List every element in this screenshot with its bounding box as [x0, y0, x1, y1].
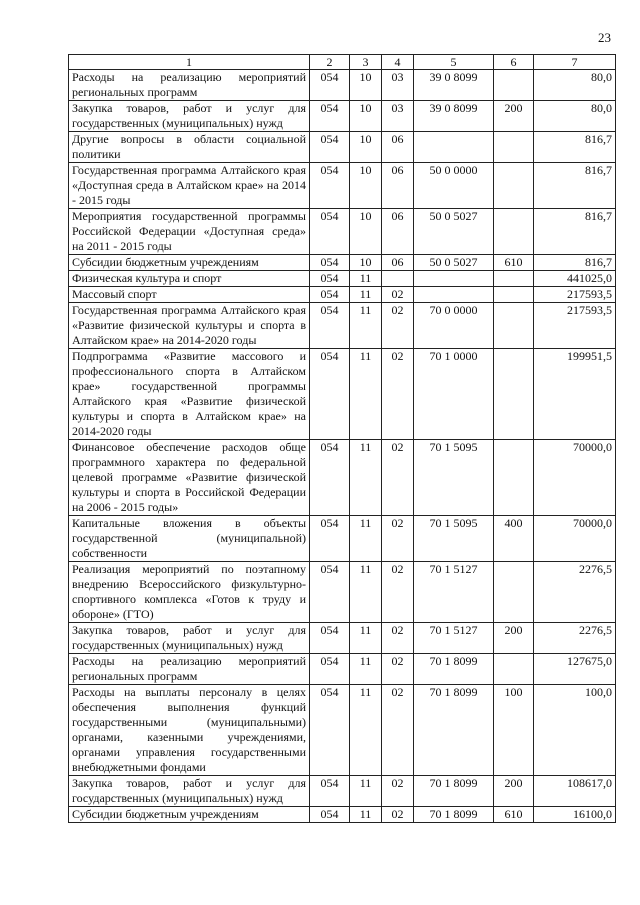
row-csr-cell: [414, 271, 494, 287]
row-ved-cell: 054: [310, 623, 350, 654]
row-rz-cell: 10: [350, 163, 382, 209]
row-ved-cell: 054: [310, 776, 350, 807]
row-rz-cell: 11: [350, 562, 382, 623]
row-name-cell: Мероприятия государственной программы Российской Федерации «Доступная среда» на 2011 - 2015 годы: [69, 209, 310, 255]
row-amount-cell: 2276,5: [534, 623, 616, 654]
row-pr-cell: 02: [382, 654, 414, 685]
row-vr-cell: [494, 562, 534, 623]
column-header-4: 4: [382, 55, 414, 70]
table-row: [69, 623, 616, 654]
row-vr-cell: 200: [494, 776, 534, 807]
row-name-cell: Финансовое обеспечение расходов обще программного характера по федеральной целевой программе «Развитие физической культуры и спорта в Российской Федерации на 2006 - 2015 годы»: [69, 440, 310, 516]
row-vr-cell: [494, 209, 534, 255]
row-vr-cell: 200: [494, 623, 534, 654]
row-pr-cell: 02: [382, 516, 414, 562]
row-csr-cell: [414, 132, 494, 163]
row-ved-cell: 054: [310, 271, 350, 287]
row-rz-cell: 11: [350, 685, 382, 776]
row-ved-cell: 054: [310, 70, 350, 101]
row-pr-cell: 03: [382, 101, 414, 132]
row-csr-cell: 70 1 8099: [414, 807, 494, 823]
row-rz-cell: 11: [350, 349, 382, 440]
row-rz-cell: 11: [350, 654, 382, 685]
row-name-cell: Расходы на реализацию мероприятий региональных программ: [69, 654, 310, 685]
row-name-cell: Подпрограмма «Развитие массового и профессионального спорта в Алтайском крае» государственной программы Алтайского края «Развитие физической культуры и спорта в Алтайском крае» на 2014-2020 годы: [69, 349, 310, 440]
row-pr-cell: 02: [382, 303, 414, 349]
column-header-3: 3: [350, 55, 382, 70]
row-pr-cell: 06: [382, 255, 414, 271]
table-row: [69, 654, 616, 685]
row-name-cell: Государственная программа Алтайского края «Доступная среда в Алтайском крае» на 2014 - 2015 годы: [69, 163, 310, 209]
row-pr-cell: [382, 271, 414, 287]
row-vr-cell: 100: [494, 685, 534, 776]
row-name-cell: Массовый спорт: [69, 287, 310, 303]
row-ved-cell: 054: [310, 209, 350, 255]
row-pr-cell: 02: [382, 440, 414, 516]
row-ved-cell: 054: [310, 807, 350, 823]
row-csr-cell: 70 1 8099: [414, 685, 494, 776]
row-name-cell: Реализация мероприятий по поэтапному внедрению Всероссийского физкультурно-спортивного комплекса «Готов к труду и обороне» (ГТО): [69, 562, 310, 623]
row-vr-cell: [494, 303, 534, 349]
row-csr-cell: 50 0 5027: [414, 255, 494, 271]
row-amount-cell: 70000,0: [534, 516, 616, 562]
row-pr-cell: 02: [382, 776, 414, 807]
row-vr-cell: 610: [494, 255, 534, 271]
table-row: [69, 349, 616, 440]
row-name-cell: Расходы на реализацию мероприятий региональных программ: [69, 70, 310, 101]
row-amount-cell: 16100,0: [534, 807, 616, 823]
row-pr-cell: 06: [382, 132, 414, 163]
row-ved-cell: 054: [310, 303, 350, 349]
row-csr-cell: 70 1 8099: [414, 654, 494, 685]
row-ved-cell: 054: [310, 132, 350, 163]
table-row: [69, 776, 616, 807]
row-amount-cell: 816,7: [534, 255, 616, 271]
row-csr-cell: 70 1 5095: [414, 516, 494, 562]
row-csr-cell: 70 1 5127: [414, 562, 494, 623]
row-amount-cell: 100,0: [534, 685, 616, 776]
row-ved-cell: 054: [310, 654, 350, 685]
row-vr-cell: 200: [494, 101, 534, 132]
row-vr-cell: [494, 654, 534, 685]
row-name-cell: Закупка товаров, работ и услуг для государственных (муниципальных) нужд: [69, 776, 310, 807]
row-ved-cell: 054: [310, 685, 350, 776]
row-vr-cell: [494, 440, 534, 516]
row-pr-cell: 03: [382, 70, 414, 101]
row-rz-cell: 11: [350, 271, 382, 287]
row-name-cell: Субсидии бюджетным учреждениям: [69, 255, 310, 271]
row-name-cell: Другие вопросы в области социальной политики: [69, 132, 310, 163]
row-csr-cell: 70 1 5095: [414, 440, 494, 516]
row-rz-cell: 11: [350, 440, 382, 516]
row-amount-cell: 816,7: [534, 163, 616, 209]
table-row: [69, 287, 616, 303]
row-pr-cell: 02: [382, 349, 414, 440]
row-rz-cell: 11: [350, 623, 382, 654]
table-row: [69, 101, 616, 132]
row-rz-cell: 10: [350, 70, 382, 101]
row-csr-cell: 50 0 0000: [414, 163, 494, 209]
row-amount-cell: 199951,5: [534, 349, 616, 440]
row-csr-cell: 70 1 8099: [414, 776, 494, 807]
table-row: [69, 562, 616, 623]
table-row: [69, 440, 616, 516]
row-name-cell: Закупка товаров, работ и услуг для государственных (муниципальных) нужд: [69, 623, 310, 654]
table-row: [69, 685, 616, 776]
row-rz-cell: 11: [350, 516, 382, 562]
row-vr-cell: [494, 70, 534, 101]
row-pr-cell: 06: [382, 163, 414, 209]
table-row: [69, 516, 616, 562]
row-pr-cell: 02: [382, 562, 414, 623]
row-name-cell: Государственная программа Алтайского края «Развитие физической культуры и спорта в Алтайском крае» на 2014-2020 годы: [69, 303, 310, 349]
row-amount-cell: 70000,0: [534, 440, 616, 516]
row-vr-cell: 610: [494, 807, 534, 823]
row-rz-cell: 11: [350, 807, 382, 823]
row-ved-cell: 054: [310, 349, 350, 440]
table-body: [69, 70, 616, 823]
row-rz-cell: 11: [350, 303, 382, 349]
row-amount-cell: 816,7: [534, 209, 616, 255]
column-header-1: 1: [69, 55, 310, 70]
row-name-cell: Расходы на выплаты персоналу в целях обеспечения выполнения функций государственными (муниципальными) органами, казенными учреждениями, органами управления государственными внебюджетными фондами: [69, 685, 310, 776]
row-vr-cell: [494, 163, 534, 209]
row-pr-cell: 06: [382, 209, 414, 255]
row-name-cell: Физическая культура и спорт: [69, 271, 310, 287]
row-vr-cell: [494, 287, 534, 303]
row-rz-cell: 10: [350, 209, 382, 255]
row-pr-cell: 02: [382, 807, 414, 823]
table-row: [69, 163, 616, 209]
column-header-6: 6: [494, 55, 534, 70]
row-ved-cell: 054: [310, 255, 350, 271]
page-number: 23: [598, 30, 611, 45]
column-header-5: 5: [414, 55, 494, 70]
row-pr-cell: 02: [382, 623, 414, 654]
row-amount-cell: 2276,5: [534, 562, 616, 623]
row-csr-cell: 39 0 8099: [414, 70, 494, 101]
row-vr-cell: [494, 349, 534, 440]
row-name-cell: Закупка товаров, работ и услуг для государственных (муниципальных) нужд: [69, 101, 310, 132]
row-amount-cell: 816,7: [534, 132, 616, 163]
row-ved-cell: 054: [310, 562, 350, 623]
row-csr-cell: 39 0 8099: [414, 101, 494, 132]
row-csr-cell: 70 1 0000: [414, 349, 494, 440]
row-amount-cell: 217593,5: [534, 287, 616, 303]
budget-table: [68, 54, 616, 823]
table-row: [69, 807, 616, 823]
row-amount-cell: 108617,0: [534, 776, 616, 807]
table-row: [69, 70, 616, 101]
row-ved-cell: 054: [310, 516, 350, 562]
row-name-cell: Субсидии бюджетным учреждениям: [69, 807, 310, 823]
row-rz-cell: 10: [350, 101, 382, 132]
table-row: [69, 303, 616, 349]
row-ved-cell: 054: [310, 440, 350, 516]
row-vr-cell: [494, 132, 534, 163]
row-csr-cell: 70 0 0000: [414, 303, 494, 349]
row-csr-cell: 70 1 5127: [414, 623, 494, 654]
row-amount-cell: 80,0: [534, 70, 616, 101]
row-rz-cell: 10: [350, 132, 382, 163]
row-vr-cell: 400: [494, 516, 534, 562]
row-vr-cell: [494, 271, 534, 287]
row-csr-cell: 50 0 5027: [414, 209, 494, 255]
row-pr-cell: 02: [382, 685, 414, 776]
table-row: [69, 255, 616, 271]
table-header-row: [69, 55, 616, 70]
row-amount-cell: 80,0: [534, 101, 616, 132]
row-csr-cell: [414, 287, 494, 303]
row-ved-cell: 054: [310, 287, 350, 303]
row-rz-cell: 10: [350, 255, 382, 271]
table-row: [69, 132, 616, 163]
table-row: [69, 209, 616, 255]
row-rz-cell: 11: [350, 287, 382, 303]
row-name-cell: Капитальные вложения в объекты государственной (муниципальной) собственности: [69, 516, 310, 562]
row-amount-cell: 217593,5: [534, 303, 616, 349]
row-pr-cell: 02: [382, 287, 414, 303]
column-header-2: 2: [310, 55, 350, 70]
row-ved-cell: 054: [310, 101, 350, 132]
row-rz-cell: 11: [350, 776, 382, 807]
row-amount-cell: 127675,0: [534, 654, 616, 685]
row-amount-cell: 441025,0: [534, 271, 616, 287]
column-header-7: 7: [534, 55, 616, 70]
table-row: [69, 271, 616, 287]
row-ved-cell: 054: [310, 163, 350, 209]
